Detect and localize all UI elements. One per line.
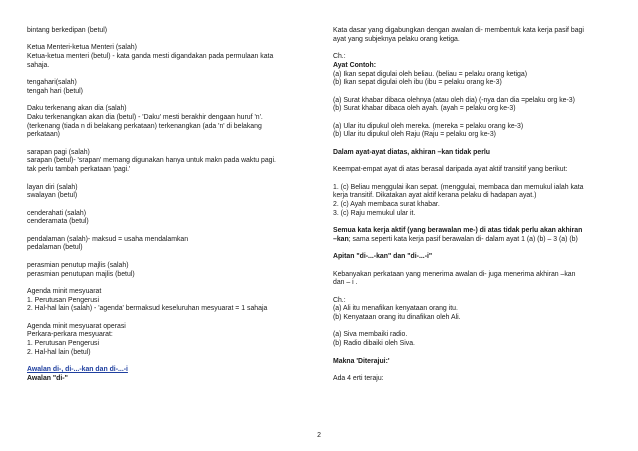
text-line: pedalaman (betul) — [27, 244, 83, 252]
text-line: Ada 4 erti teraju: — [333, 374, 384, 382]
text-line: perasmian penutupan majlis (betul) — [27, 270, 135, 278]
text-line: Keempat-empat ayat di atas berasal daripada ayat aktif transitif yang berikut: — [333, 166, 568, 174]
blank-line — [333, 114, 615, 123]
text-line: pendalaman (salah)- maksud = usaha mendalamkan — [27, 235, 189, 243]
text-line: Perkara-perkara mesyuarat: — [27, 331, 113, 339]
blank-line — [333, 175, 615, 184]
text-line: Kata dasar yang digabungkan dengan awalan di- membentuk kata kerja pasif bagi — [333, 27, 584, 34]
blank-line — [333, 88, 615, 97]
text-line: 2. Hal-hal lain (betul) — [27, 348, 91, 356]
text-line: Daku terkenangkan akan dia (betul) - 'Daku' mesti berakhir dengaan huruf 'n'. — [27, 113, 263, 121]
text-line: 1. Perutusan Pengerusi — [27, 340, 100, 348]
blank-line — [333, 262, 615, 271]
blank-line — [27, 175, 310, 184]
text-line: cenderamata (betul) — [27, 218, 89, 226]
text-line: tak perlu tambah perkataan 'pagi.' — [27, 166, 131, 174]
text-line: bintang berkedipan (betul) — [27, 27, 108, 34]
blank-line — [27, 227, 310, 236]
text-line: Ayat Contoh: — [333, 61, 376, 69]
text-line: 1. Perutusan Pengerusi — [27, 296, 100, 304]
blank-line — [27, 97, 310, 106]
text-line: Agenda minit mesyuarat operasi — [27, 322, 126, 330]
text-line: 2. Hal-hal lain (salah) - 'agenda' bermaksud keseluruhan mesyuarat = 1 sahaja — [27, 305, 268, 313]
blank-line — [333, 218, 615, 227]
blank-line — [27, 314, 310, 323]
blank-line — [27, 201, 310, 210]
text-line: (a) Surat khabar dibaca olehnya (atau oleh dia) (-nya dan dia =pelaku org ke-3) — [333, 96, 575, 104]
bold-segment: –kan — [333, 235, 349, 243]
left-column — [27, 27, 310, 384]
text-line: layan diri (salah) — [27, 183, 78, 191]
text-line: Semua kata kerja aktif (yang berawalan me-) di atas tidak perlu akan akhiran — [333, 227, 583, 235]
text-line: Kebanyakan perkataan yang menerima awalan di- juga menerima akhiran –kan — [333, 270, 576, 278]
text-line: kerja transitif. Dikatakan ayat aktif kerana pelaku di hadapan ayat.) — [333, 192, 537, 200]
text-line: (b) Ikan sepat digulai oleh ibu (ibu = pelaku orang ke-3) — [333, 79, 502, 87]
text-line: (b) Ular itu dipukul oleh Raju (Raju = pelaku org ke-3) — [333, 131, 496, 139]
section-heading-link[interactable]: Awalan di-, di-...-kan dan di-...-i — [27, 366, 128, 374]
text-line: sarapan (betul)- 'srapan' memang digunakan hanya untuk makn pada waktu pagi. — [27, 157, 276, 165]
text-line: Ch.: — [333, 53, 346, 61]
text-line: (b) Kenyataan orang itu dinafikan oleh Ali. — [333, 314, 461, 322]
blank-line — [333, 366, 615, 375]
page-number: 2 — [317, 432, 321, 439]
text-line: Dalam ayat-ayat diatas, akhiran –kan tidak perlu — [333, 148, 491, 156]
text-line: (a) Ikan sepat digulai oleh beliau. (beliau = pelaku orang ketiga) — [333, 70, 528, 78]
text-line: sahaja. — [27, 61, 50, 69]
right-column — [333, 27, 615, 384]
text-line: Ch.: — [333, 296, 346, 304]
text-line: dan – i . — [333, 279, 358, 287]
text-line: (a) Siva membaiki radio. — [333, 331, 408, 339]
blank-line — [333, 244, 615, 253]
blank-line — [27, 253, 310, 262]
text-line: Daku terkenang akan dia (salah) — [27, 105, 127, 113]
text-line: (b) Surat khabar dibaca oleh ayah. (ayah = pelaku org ke-3) — [333, 105, 516, 113]
blank-line — [333, 140, 615, 149]
blank-line — [333, 288, 615, 297]
text-line: (a) Ali itu menafikan kenyataan orang itu. — [333, 305, 458, 313]
text-line: swalayan (betul) — [27, 192, 78, 200]
text-line: Apitan "di-...-kan" dan "di-...-i" — [333, 253, 433, 261]
text-line: 3. (c) Raju memukul ular it. — [333, 209, 416, 217]
text-line: Awalan "di-" — [27, 374, 68, 382]
text-line: perkataan) — [27, 131, 60, 139]
text-line: cenderahati (salah) — [27, 209, 86, 217]
blank-line — [27, 36, 310, 45]
text-line: Makna 'Diterajui:' — [333, 357, 390, 365]
text-line: –kan; sama seperti kata kerja pasif berawalan di- dalam ayat 1 (a) (b) – 3 (a) (b) — [333, 235, 578, 243]
text-line: (a) Ular itu dipukul oleh mereka. (mereka = pelaku orang ke-3) — [333, 122, 524, 130]
blank-line — [27, 279, 310, 288]
blank-line — [333, 157, 615, 166]
text-line: (terkenang (tiada n di belakang perkataan) terkenangkan (ada 'n' di belakang — [27, 122, 262, 130]
text-line: Agenda minit mesyuarat — [27, 287, 102, 295]
blank-line — [27, 358, 310, 367]
text-line: (b) Radio dibaiki oleh Siva. — [333, 340, 415, 348]
blank-line — [27, 71, 310, 80]
text-line: tengahari(salah) — [27, 79, 77, 87]
text-line: 1. (c) Beliau menggulai ikan sepat. (menggulai, membaca dan memukul ialah kata — [333, 183, 584, 191]
text-line: Ketua Menteri-ketua Menteri (salah) — [27, 44, 137, 52]
blank-line — [333, 44, 615, 53]
blank-line — [333, 349, 615, 358]
text-line: Ketua-ketua menteri (betul) - kata ganda mesti digandakan pada permulaan kata — [27, 53, 274, 61]
blank-line — [333, 323, 615, 332]
text-line: 2. (c) Ayah membaca surat khabar. — [333, 200, 440, 208]
text-line: tengah hari (betul) — [27, 87, 83, 95]
text-line: sarapan pagi (salah) — [27, 148, 90, 156]
text-line: perasmian penutup majlis (salah) — [27, 261, 129, 269]
text-line: ayat yang subjeknya pelaku orang ketiga. — [333, 35, 460, 43]
blank-line — [27, 140, 310, 149]
